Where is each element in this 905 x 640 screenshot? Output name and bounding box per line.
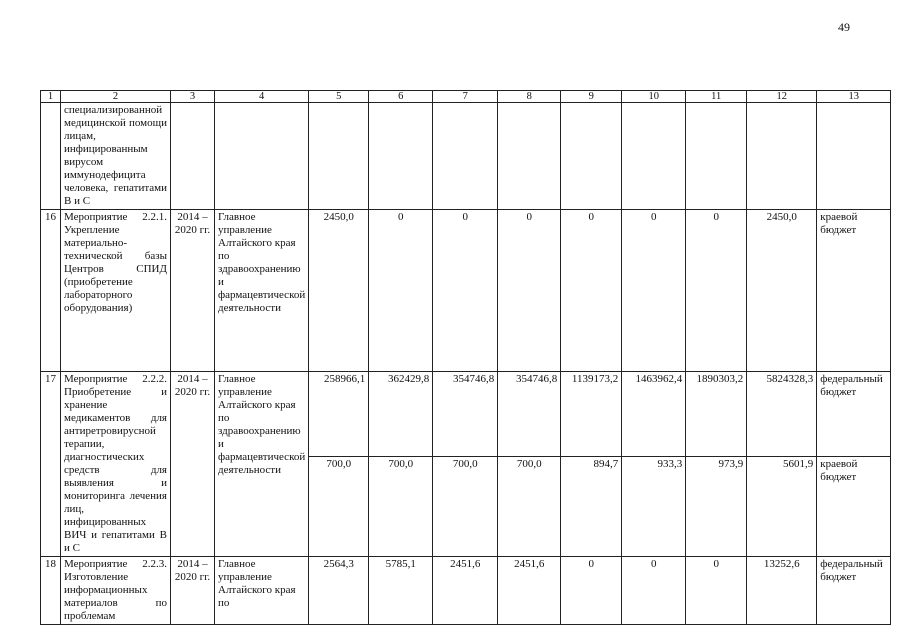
value-cell: 0: [369, 210, 433, 372]
executor: Главное управление Алтайского края по здравоохранению и фармацевтической деятельности: [215, 372, 309, 557]
value-cell: 0: [686, 210, 747, 372]
row-number: 17: [41, 372, 61, 557]
value-cell: 700,0: [498, 457, 561, 557]
header-cell: 2: [61, 91, 171, 103]
value-cell: 1463962,4: [622, 372, 686, 457]
value-cell: 2450,0: [309, 210, 369, 372]
value-cell: 1139173,2: [561, 372, 622, 457]
value-cell: 700,0: [309, 457, 369, 557]
value-cell: 354746,8: [433, 372, 498, 457]
funding-source: краевой бюджет: [817, 210, 891, 372]
header-cell: 8: [498, 91, 561, 103]
value-cell: 0: [561, 210, 622, 372]
period: 2014 – 2020 гг.: [171, 557, 215, 625]
activity-name: Мероприятие 2.2.3. Изготовление информационных материалов по проблемам: [61, 557, 171, 625]
page-number: 49: [838, 20, 850, 34]
program-table: [40, 90, 891, 625]
value-cell: 2450,0: [747, 210, 817, 372]
header-cell: 12: [747, 91, 817, 103]
header-cell: 11: [686, 91, 747, 103]
table-row: [41, 103, 891, 210]
value-cell: 700,0: [433, 457, 498, 557]
value-cell: 354746,8: [498, 372, 561, 457]
value-cell: 1890303,2: [686, 372, 747, 457]
value-cell: 0: [433, 210, 498, 372]
row-number: 18: [41, 557, 61, 625]
value-cell: 700,0: [369, 457, 433, 557]
header-row: [41, 91, 891, 103]
value-cell: 5601,9: [747, 457, 817, 557]
header-cell: 13: [817, 91, 891, 103]
header-cell: 9: [561, 91, 622, 103]
value-cell: 894,7: [561, 457, 622, 557]
value-cell: 13252,6: [747, 557, 817, 625]
table-row: [41, 557, 891, 625]
activity-name: Мероприятие 2.2.1. Укрепление материально-технической базы Центров СПИД (приобретение лабораторного оборудования): [61, 210, 171, 372]
table-row: [41, 372, 891, 457]
header-cell: 10: [622, 91, 686, 103]
value-cell: 933,3: [622, 457, 686, 557]
value-cell: 0: [622, 557, 686, 625]
period: 2014 – 2020 гг.: [171, 210, 215, 372]
header-cell: 5: [309, 91, 369, 103]
header-cell: 1: [41, 91, 61, 103]
value-cell: 2451,6: [498, 557, 561, 625]
header-cell: 6: [369, 91, 433, 103]
header-cell: 4: [215, 91, 309, 103]
executor: Главное управление Алтайского края по здравоохранению и фармацевтической деятельности: [215, 210, 309, 372]
activity-name: Мероприятие 2.2.2. Приобретение и хранение медикаментов для антиретровирусной терапии, диагностических средств для выявления и мониторинга лечения лиц, инфицированных ВИЧ и гепатитами В и С: [61, 372, 171, 557]
value-cell: 5824328,3: [747, 372, 817, 457]
value-cell: 0: [498, 210, 561, 372]
continuation-text: специализированной медицинской помощи лицам, инфицированным вирусом иммунодефицита человека, гепатитами В и С: [61, 103, 171, 210]
value-cell: 973,9: [686, 457, 747, 557]
value-cell: 362429,8: [369, 372, 433, 457]
value-cell: 0: [561, 557, 622, 625]
funding-source: федеральный бюджет: [817, 557, 891, 625]
period: 2014 – 2020 гг.: [171, 372, 215, 557]
value-cell: 2564,3: [309, 557, 369, 625]
funding-source: федеральный бюджет: [817, 372, 891, 457]
funding-source: краевой бюджет: [817, 457, 891, 557]
value-cell: 5785,1: [369, 557, 433, 625]
header-cell: 7: [433, 91, 498, 103]
executor: Главное управление Алтайского края по: [215, 557, 309, 625]
value-cell: 2451,6: [433, 557, 498, 625]
header-cell: 3: [171, 91, 215, 103]
table-row: [41, 210, 891, 372]
value-cell: 0: [686, 557, 747, 625]
value-cell: 258966,1: [309, 372, 369, 457]
row-number: 16: [41, 210, 61, 372]
value-cell: 0: [622, 210, 686, 372]
